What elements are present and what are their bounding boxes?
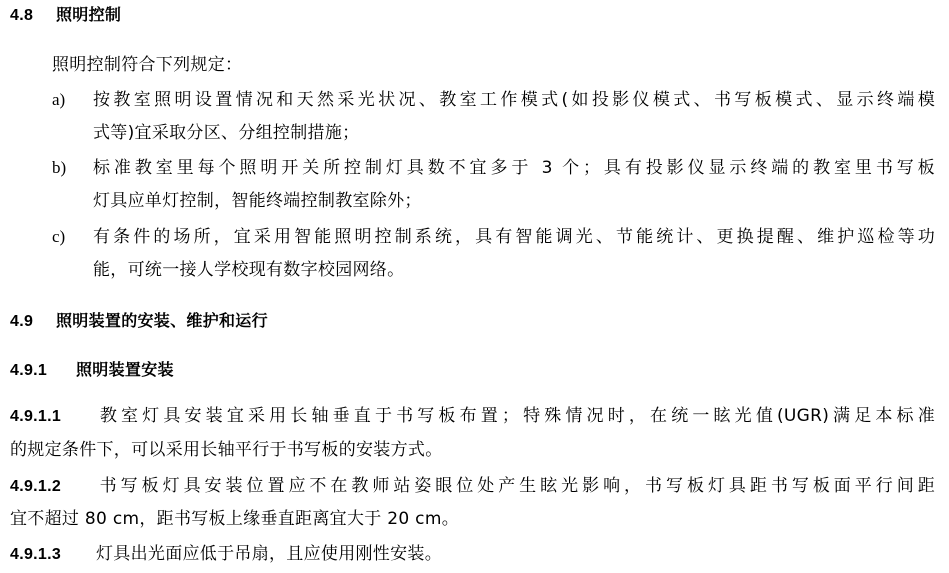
list-marker-c: c)	[52, 227, 66, 246]
clause-text: 教室灯具安装宜采用长轴垂直于书写板布置；特殊情况时，在统一眩光值(UGR)满足本标准	[96, 406, 935, 426]
section-number: 4.9.1	[10, 362, 48, 379]
list-item-c-line2: 能，可统一接人学校现有数字校园网络。	[93, 260, 405, 280]
section-number: 4.8	[10, 7, 34, 24]
list-marker-b: b)	[52, 158, 67, 177]
clause-number: 4.9.1.1	[10, 408, 62, 425]
intro-paragraph: 照明控制符合下列规定：	[52, 55, 243, 75]
section-heading-4-9	[10, 310, 268, 333]
section-title: 照明控制	[56, 5, 122, 24]
clause-4-9-1-2-line2: 宜不超过 80 cm，距书写板上缘垂直距离宜大于 20 cm。	[10, 509, 459, 529]
clause-number: 4.9.1.3	[10, 546, 62, 563]
section-heading-4-8	[10, 4, 121, 27]
list-item-c-line1: 有条件的场所，宜采用智能照明控制系统，具有智能调光、节能统计、更换提醒、维护巡检等功	[93, 227, 935, 247]
list-item-b-line2: 灯具应单灯控制，智能终端控制教室除外；	[93, 191, 422, 211]
clause-4-9-1-1-line2: 的规定条件下，可以采用长轴平行于书写板的安装方式。	[10, 440, 443, 460]
list-marker-a: a)	[52, 90, 66, 109]
clause-number: 4.9.1.2	[10, 478, 62, 495]
clause-text: 灯具出光面应低于吊扇，且应使用刚性安装。	[96, 544, 442, 564]
section-heading-4-9-1	[10, 359, 174, 382]
clause-4-9-1-1-line1	[10, 405, 935, 428]
clause-4-9-1-3	[10, 543, 442, 566]
clause-4-9-1-2-line1	[10, 475, 935, 498]
list-item-a-line1: 按教室照明设置情况和天然采光状况、教室工作模式(如投影仪模式、书写板模式、显示终端模	[93, 90, 935, 110]
section-title: 照明装置安装	[76, 360, 174, 379]
section-title: 照明装置的安装、维护和运行	[56, 311, 268, 330]
list-item-b-line1: 标准教室里每个照明开关所控制灯具数不宜多于 3 个；具有投影仪显示终端的教室里书写板	[93, 158, 935, 178]
section-number: 4.9	[10, 313, 34, 330]
list-item-a-line2: 式等)宜采取分区、分组控制措施；	[93, 123, 360, 143]
clause-text: 书写板灯具安装位置应不在教师站姿眼位处产生眩光影响，书写板灯具距书写板面平行间距	[96, 476, 935, 496]
